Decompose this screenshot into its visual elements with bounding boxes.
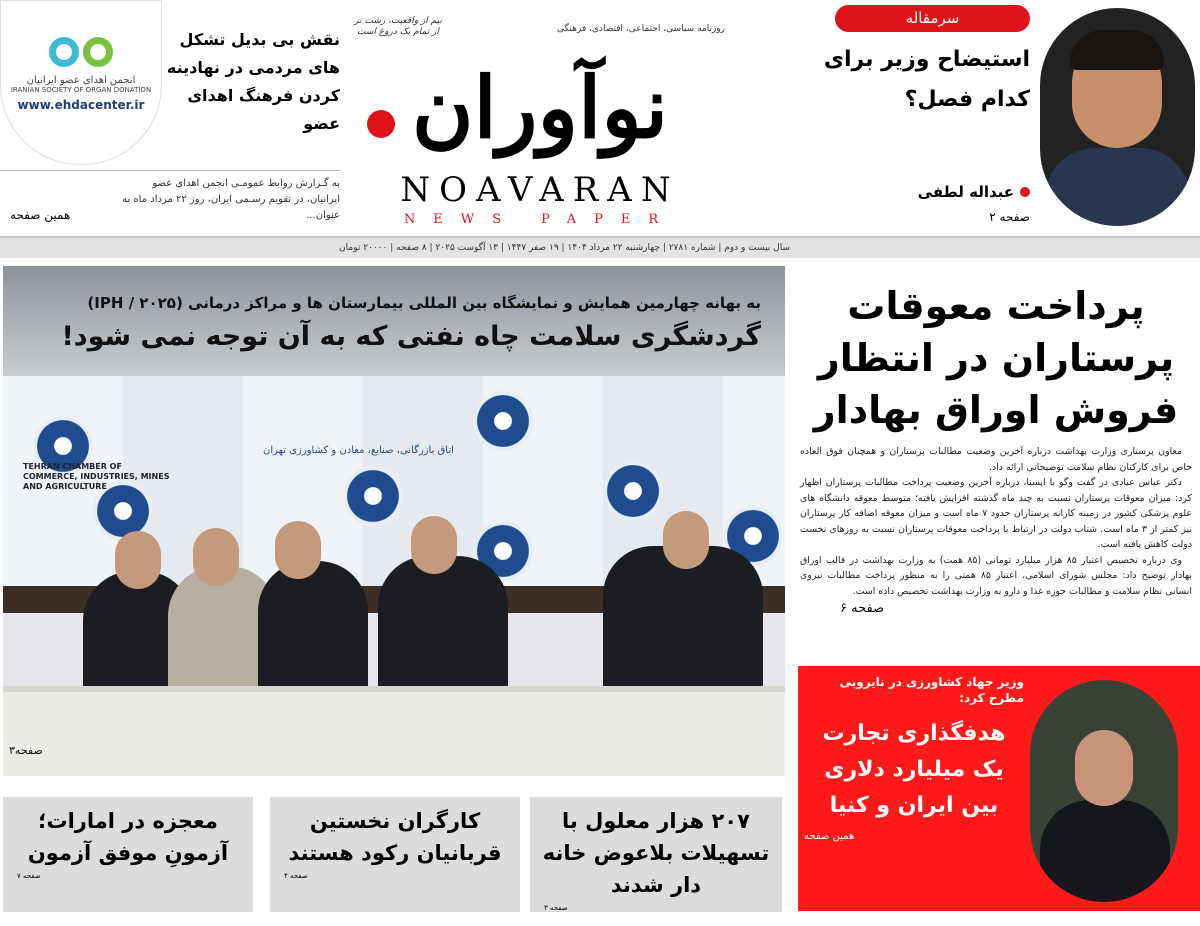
red-page[interactable]: همین صفحه [804, 831, 855, 842]
main-kicker: به بهانه چهارمین همایش و نمایشگاه بین المللی بیمارستان ها و مراکز درمانی (IPH / ۲۰۲۵) [87, 294, 761, 312]
red-box-story[interactable] [798, 666, 1200, 911]
ehda-ad[interactable] [0, 0, 162, 165]
red-dot-icon [367, 110, 395, 138]
ehda-logo-icon [41, 35, 121, 69]
main-page[interactable]: صفحه۳ [9, 744, 43, 757]
photo-chamber-en: TEHRAN CHAMBER OF COMMERCE, INDUSTRIES, MINES AND AGRICULTURE [23, 462, 170, 491]
bottom-story-3[interactable] [3, 797, 253, 912]
bottom-story-1[interactable] [530, 797, 782, 912]
left-snippet: به گـزارش روابط عمومـی انجمن اهدای عضو ایرانیان، در تقویم رسـمی ایران، روز ۲۲ مرداد ماه به عنوان... [122, 178, 340, 221]
main-headline[interactable]: گردشگری سلامت چاه نفتی که به آن توجه نمی شود! [61, 321, 761, 352]
right-story [800, 280, 1192, 660]
photo-chamber-fa: اتاق بازرگانی، صنایع، معادن و کشاورزی تهران [263, 445, 454, 456]
dateline: سال بیست و دوم | شماره ۲۷۸۱ | چهارشنبه ۲۲ مرداد ۱۴۰۴ | ۱۹ صفر ۱۴۴۷ | ۱۳ آگوست ۲۰۲۵ | ۸ صفحه | ۲۰۰۰۰ تومان [0, 236, 1200, 258]
masthead-tagline: روزنامه سیاسی، اجتماعی، اقتصادی، فرهنگی [556, 24, 725, 34]
main-headline-group [27, 292, 761, 356]
left-headline[interactable]: نقش بی بدیل تشکل های مردمی در نهادینه کردن فرهنگ اهدای عضو [166, 30, 340, 133]
right-body: معاون پرستاری وزارت بهداشت درباره آخرین وضعیت مطالبات پرستاران و همچنان فوق العاده خاص برای کارکنان نظام سلامت توضیحاتی ارائه داد. دکتر عباس عبادی در گفت وگو با ایسنا، درباره آخرین وضعیت پرداخت مطالبات پرستاران اظهار کرد: میزان معوقات پرستاران نسبت به چند ماه گذشته افزایش یافته؛ متوسط معوقه دانشگاه های علوم پزشکی کشور در زمینه کارانه پرستاران حدود ۷ ماه است و میزان معوقه اضافه کار پرستاران نیز کمتر از ۳ ماه است. شتاب دولت در ارتباط با پرداخت معوقات پرستاران نسبت به روزهای نخست دولت کاهش یافته است. وی درباره تخصیص اعتبار ۸۵ هزار میلیارد تومانی (۸۵ همت) به وزارت بهداشت در قالب اوراق بهادار توضیح داد: مجلس شورای اسلامی، اعتبار ۸۵ همتی را به منظور پرداخت مطالبات نیروی انسانی نظام سلامت و مطالبات حوزه غذا و دارو به وزارت بهداشت تخصیص داده است. [800, 446, 1192, 597]
bottom-headline: کارگران نخستین قربانیان رکود هستند [288, 809, 502, 865]
editorial-author: عبداله لطفی [900, 183, 1030, 201]
ad-org-en: IRANIAN SOCIETY OF ORGAN DONATION [10, 86, 152, 94]
red-headline[interactable]: هدفگذاری تجارت یک میلیارد دلاری بین ایران و کنیا [822, 721, 1006, 818]
masthead-motto: نیم از واقعیت، زشت تر از تمام یک دروغ است [354, 16, 442, 37]
bottom-story-2[interactable] [270, 797, 520, 912]
bottom-page: صفحه ۷ [17, 872, 41, 880]
bottom-page: صفحه ۳ [544, 904, 568, 912]
main-photo[interactable] [3, 266, 785, 776]
red-kicker: وزیر جهاد کشاورزی در نایروبی مطرح کرد: [839, 675, 1024, 705]
bottom-page: صفحه ۴ [284, 872, 308, 880]
right-headline[interactable]: پرداخت معوقات پرستاران در انتظار فروش اوراق بهادار [813, 284, 1179, 432]
masthead [345, 10, 735, 230]
masthead-title-en: NOAVARAN [400, 170, 680, 210]
minister-photo [1030, 680, 1178, 902]
masthead-title: نوآوران [411, 58, 669, 157]
author-photo [1040, 8, 1195, 226]
left-page-ref[interactable]: همین صفحه [10, 208, 71, 222]
editorial-page[interactable]: صفحه ۲ [989, 210, 1030, 224]
red-box-text [804, 674, 1024, 844]
ad-org-fa: انجمن اهدای عضو ایرانیان [26, 75, 136, 86]
editorial-headline[interactable]: استیضاح وزیر برای کدام فصل؟ [823, 47, 1030, 112]
masthead-subtitle: NEWS PAPER [403, 212, 677, 227]
editorial-badge: سرمقاله [835, 5, 1030, 32]
divider [0, 170, 340, 171]
bullet-icon [1020, 187, 1030, 197]
bottom-headline: ۲۰۷ هزار معلول با تسهیلات بلاعوض خانه دار شدند [542, 809, 770, 897]
right-page[interactable]: صفحه ۶ [840, 601, 885, 616]
ad-url[interactable]: www.ehdacenter.ir [17, 98, 145, 112]
bottom-headline: معجزه در امارات؛ آزمونِ موفق آزمون [27, 809, 229, 865]
